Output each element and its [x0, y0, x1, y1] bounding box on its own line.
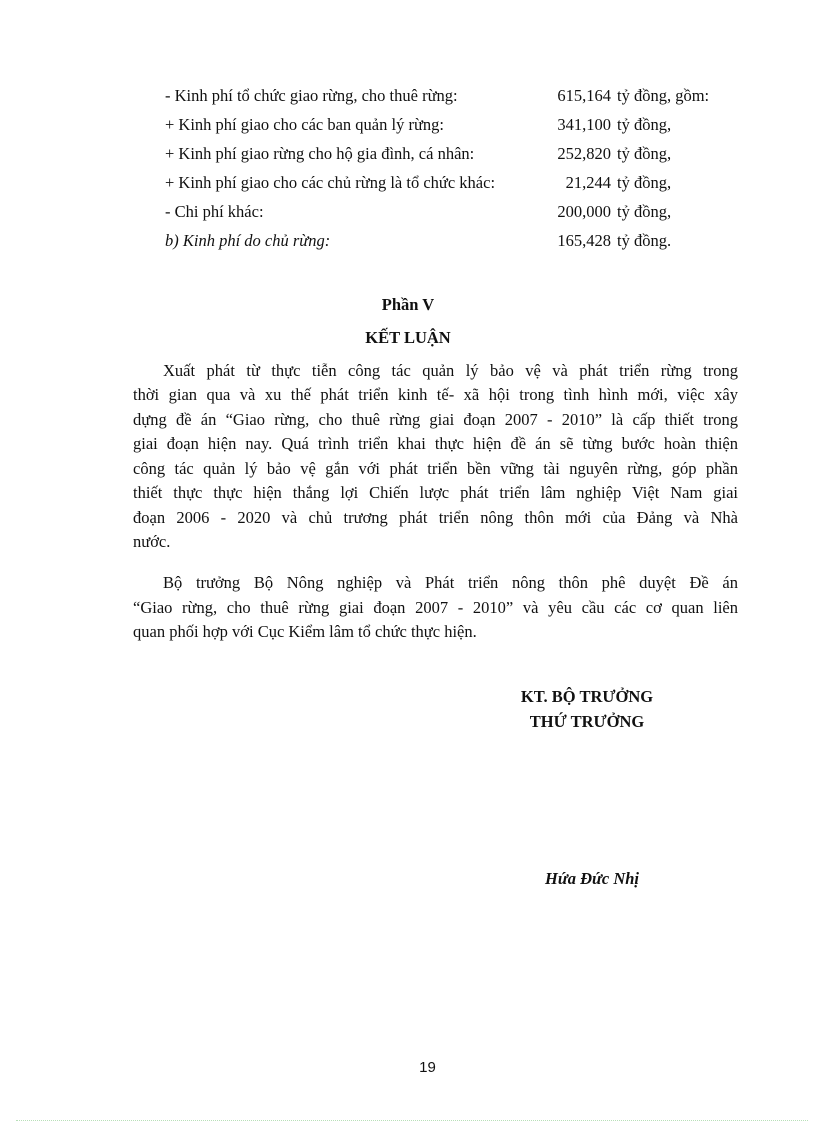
budget-label: b) Kinh phí do chủ rừng: [165, 231, 331, 250]
budget-unit: tỷ đồng, [617, 202, 672, 221]
budget-unit: tỷ đồng, [617, 115, 672, 134]
paragraph-line: Xuất phát từ thực tiễn công tác quản lý bảo vệ và phát triển rừng trong [163, 361, 738, 380]
budget-value: 252,820 [557, 144, 611, 163]
budget-row [165, 86, 765, 108]
paragraph-line: nước. [133, 532, 171, 551]
signatory-name: Hứa Đức Nhị [544, 869, 640, 888]
signature-title: KT. BỘ TRƯỞNG [520, 687, 654, 706]
budget-label: - Kinh phí tổ chức giao rừng, cho thuê rừng: [165, 86, 458, 105]
paragraph-line: công tác quản lý bảo vệ gắn với phát triển bền vững tài nguyên rừng, góp phần [133, 459, 738, 478]
budget-value: 341,100 [557, 115, 611, 134]
page-number: 19 [419, 1059, 436, 1076]
budget-unit: tỷ đồng, [617, 144, 672, 163]
budget-label: + Kinh phí giao rừng cho hộ gia đình, cá nhân: [165, 144, 475, 163]
budget-unit: tỷ đồng. [617, 231, 672, 250]
section-part: Phần V [381, 295, 435, 314]
signature-position: THỨ TRƯỞNG [529, 712, 645, 731]
paragraph-line: đoạn 2006 - 2020 và chủ trương phát triển nông thôn mới của Đảng và Nhà [133, 508, 738, 527]
paragraph-line: thời gian qua và xu thế phát triển kinh tế- xã hội trong tình hình mới, việc xây [133, 385, 738, 404]
budget-label: + Kinh phí giao cho các chủ rừng là tổ chức khác: [165, 173, 496, 192]
budget-label: - Chi phí khác: [165, 202, 264, 221]
budget-unit: tỷ đồng, [617, 173, 672, 192]
budget-label: + Kinh phí giao cho các ban quản lý rừng: [165, 115, 444, 134]
budget-value: 615,164 [557, 86, 611, 105]
budget-row [165, 115, 765, 137]
paragraph-line: giai đoạn hiện nay. Quá trình triển khai thực hiện đề án sẽ từng bước hoàn thiện [133, 434, 738, 453]
budget-row [165, 173, 765, 195]
budget-row [165, 202, 765, 224]
paragraph-line: thiết thực thực hiện thắng lợi Chiến lược phát triển lâm nghiệp Việt Nam giai [133, 483, 738, 502]
budget-unit: tỷ đồng, gồm: [617, 86, 710, 105]
paragraph-line: dựng đề án “Giao rừng, cho thuê rừng giai đoạn 2007 - 2010” là cấp thiết trong [133, 410, 738, 429]
paragraph-line: Bộ trưởng Bộ Nông nghiệp và Phát triển nông thôn phê duyệt Đề án [163, 573, 738, 592]
section-title: KẾT LUẬN [365, 328, 451, 347]
budget-row [165, 144, 765, 166]
budget-value: 165,428 [557, 231, 611, 250]
budget-value: 21,244 [565, 173, 611, 192]
budget-row [165, 231, 765, 253]
paragraph-line: “Giao rừng, cho thuê rừng giai đoạn 2007 - 2010” và yêu cầu các cơ quan liên [133, 598, 738, 617]
budget-value: 200,000 [557, 202, 611, 221]
page-border-divider [16, 1120, 808, 1121]
paragraph-line: quan phối hợp với Cục Kiểm lâm tổ chức thực hiện. [133, 622, 477, 641]
